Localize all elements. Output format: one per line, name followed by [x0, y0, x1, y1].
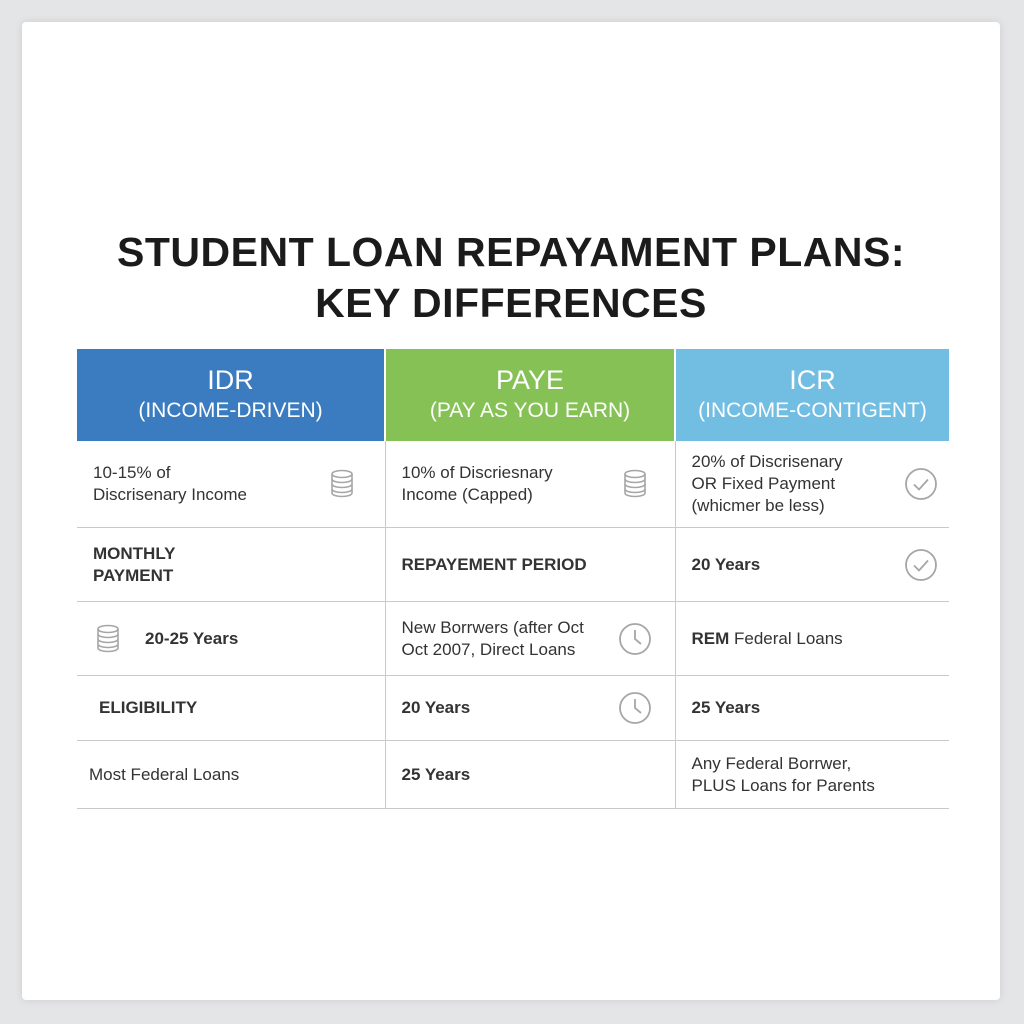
cell-text: Most Federal Loans [89, 764, 240, 784]
table-row [77, 741, 949, 809]
title-line-2: KEY DIFFERENCES [315, 280, 707, 327]
coins-icon [95, 624, 121, 654]
column-subtitle: (PAY AS YOU EARN) [429, 399, 631, 422]
coins-icon [622, 469, 648, 499]
coins-icon [329, 469, 355, 499]
cell-text: Any Federal Borrwer, PLUS Loans for Parents [691, 753, 875, 795]
clock-icon [618, 691, 652, 725]
table-cell [675, 528, 949, 602]
cell-text [692, 628, 950, 650]
table-cell [675, 741, 949, 809]
clock-icon [618, 622, 652, 656]
column-header-idr [77, 349, 385, 441]
column-header-icr [675, 349, 949, 441]
check-circle-icon [904, 548, 938, 582]
cell-text: 20-25 Years [145, 628, 239, 648]
cell-prefix: REM [691, 628, 730, 648]
cell-text: 20% of Discrisenary OR Fixed Payment (whicmer be less) [691, 452, 843, 515]
column-header-paye [385, 349, 675, 441]
title-line-1: STUDENT LOAN REPAYAMENT PLANS: [117, 229, 905, 276]
table-row [77, 602, 949, 676]
cell-text: 10% of Discriesnary Income (Capped) [401, 463, 553, 504]
header-row [77, 349, 949, 441]
table-cell [77, 676, 385, 741]
cell-text: New Borrwers (after Oct Oct 2007, Direct Loans [401, 617, 584, 659]
check-circle-icon [904, 467, 938, 501]
table-cell [385, 741, 675, 809]
cell-text: 20 Years [401, 698, 471, 717]
table-cell [675, 602, 949, 676]
table-cell [385, 441, 675, 528]
column-code: ICR [789, 365, 836, 395]
table-cell [385, 676, 675, 741]
comparison-table [77, 349, 949, 809]
cell-text: REPAYEMENT PERIOD [401, 554, 587, 574]
table-row [77, 528, 949, 602]
table-cell [77, 602, 385, 676]
cell-text: 10-15% of Discrisenary Income [93, 463, 247, 504]
table-cell [675, 676, 949, 741]
table-cell [77, 528, 385, 602]
cell-text-rest: Federal Loans [729, 628, 843, 648]
column-subtitle: (INCOME-DRIVEN) [138, 399, 323, 422]
table-row [77, 676, 949, 741]
table-cell [77, 741, 385, 809]
cell-text: 20 Years [691, 554, 761, 574]
cell-text: 25 Years [691, 698, 761, 717]
table-cell [385, 528, 675, 602]
cell-text: ELIGIBILITY [99, 698, 198, 717]
cell-text: 25 Years [401, 764, 471, 784]
table-cell [675, 441, 949, 528]
page-title [22, 227, 1000, 329]
column-code: PAYE [495, 365, 565, 395]
cell-text: MONTHLY PAYMENT [93, 543, 176, 585]
table-row [77, 441, 949, 528]
table-cell [385, 602, 675, 676]
table-cell [77, 441, 385, 528]
column-code: IDR [207, 365, 254, 395]
column-subtitle: (INCOME-CONTIGENT) [698, 399, 927, 422]
